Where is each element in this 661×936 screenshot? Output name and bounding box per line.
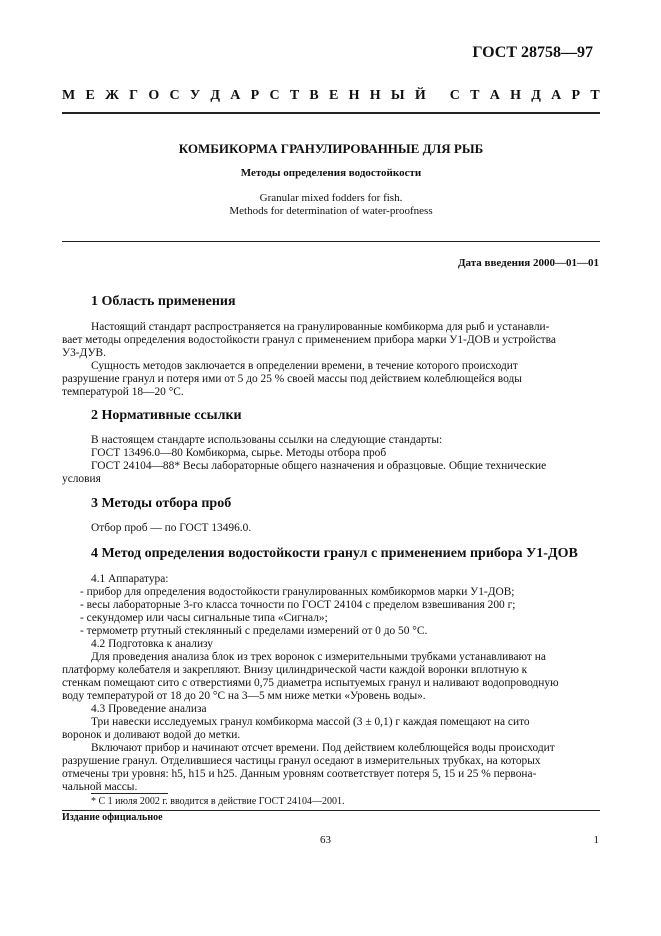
s4-line: стенкам помещают сито с отверстиями 0,75 диаметра испытуемых гранул и наливают водопроводную <box>62 677 559 689</box>
s1-line: У3-ДУВ. <box>62 347 106 359</box>
s4-line: - секундомер или часы сигнальные типа «Сигнал»; <box>80 612 328 624</box>
section-1-heading: 1 Область применения <box>91 294 236 309</box>
heading-letter: В <box>309 88 319 103</box>
heading-letter: Д <box>531 88 541 103</box>
s4-line: 4.3 Проведение анализа <box>91 703 207 715</box>
heading-letter: Г <box>129 88 139 103</box>
s4-line: - весы лабораторные 3-го класса точности по ГОСТ 24104 с пределом взвешивания 200 г; <box>80 599 516 611</box>
heading-letter: У <box>189 88 201 103</box>
s4-line: - прибор для определения водостойкости гранулированных комбикормов марки У1-ДОВ; <box>80 586 515 598</box>
sheet-number: 1 <box>593 834 599 846</box>
heading-letter: Р <box>250 88 260 103</box>
title-rule <box>62 241 600 242</box>
edition-note: Издание официальное <box>62 812 163 823</box>
s4-line: Включают прибор и начинают отсчет времени. Под действием колеблющейся воды происходит <box>91 742 555 754</box>
heading-letter <box>436 88 440 104</box>
gost-number: ГОСТ 28758—97 <box>472 44 593 61</box>
heading-letter: Е <box>85 88 95 103</box>
heading-letter: Е <box>329 88 339 103</box>
heading-letter: Ж <box>105 88 119 103</box>
heading-letter: Ы <box>390 88 405 103</box>
s1-line: Настоящий стандарт распространяется на гранулированные комбикорма для рыб и устанавли- <box>91 321 550 333</box>
heading-letter: Й <box>414 88 426 103</box>
heading-letter: А <box>489 88 500 103</box>
section-2-heading: 2 Нормативные ссылки <box>91 408 242 423</box>
heading-letter: Н <box>369 88 381 103</box>
s4-line: воронок и доливают водой до метки. <box>62 729 241 741</box>
s4-line: воду температурой от 18 до 20 °С на 3—5 мм ниже метки «Уровень воды». <box>62 690 426 702</box>
s4-line: отмечены три уровня: h5, h15 и h25. Данным уровням соответствует потеря 5, 15 и 25 % первона- <box>62 768 537 780</box>
introduction-date: Дата введения 2000—01—01 <box>457 257 599 269</box>
s4-line: чальной массы. <box>62 781 138 793</box>
section-3-heading: 3 Методы отбора проб <box>91 496 232 511</box>
heading-letter: Т <box>289 88 300 103</box>
header-rule <box>62 112 600 114</box>
heading-letter: С <box>269 88 280 103</box>
heading-letter: А <box>551 88 562 103</box>
heading-letter: Н <box>510 88 522 103</box>
s1-line: вает методы определения водостойкости гранул с применением прибора марки У1-ДОВ и устройства <box>62 334 556 346</box>
english-title-line1: Granular mixed fodders for fish. <box>259 192 403 204</box>
heading-letter: А <box>230 88 241 103</box>
heading-letter: Т <box>470 88 480 103</box>
footnote: * С 1 июля 2002 г. вводится в действие ГОСТ 24104—2001. <box>91 796 345 807</box>
s4-line: разрушение гранул. Отделившиеся частицы гранул оседают в измерительных трубках, на которых <box>62 755 541 767</box>
heading-letter: С <box>169 88 180 103</box>
s1-line: Сущность методов заключается в определении времени, в течение которого происходит <box>91 360 518 372</box>
heading-letter: С <box>449 88 460 103</box>
s4-line: Для проведения анализа блок из трех воронок с измерительными трубками устанавливают на <box>91 651 546 663</box>
s1-line: разрушение гранул и потеря ими от 5 до 25 % своей массы под действием колеблющейся воды <box>62 373 522 385</box>
s3-line: Отбор проб — по ГОСТ 13496.0. <box>91 522 252 534</box>
heading-letter: Д <box>210 88 221 103</box>
heading-letter: Н <box>348 88 360 103</box>
s4-line: 4.1 Аппаратура: <box>91 573 169 585</box>
s4-line: 4.2 Подготовка к анализу <box>91 638 213 650</box>
document-subtitle: Методы определения водостойкости <box>240 167 422 179</box>
english-title <box>62 192 600 218</box>
page-number: 63 <box>320 834 331 846</box>
s2-line: В настоящем стандарте использованы ссылки на следующие стандарты: <box>91 434 443 446</box>
footnote-bottom-rule <box>62 810 600 811</box>
s2-line: ГОСТ 24104—88* Весы лабораторные общего назначения и образцовые. Общие технические <box>91 460 547 472</box>
heading-letter: Р <box>571 88 581 103</box>
standard-type-heading <box>62 88 600 104</box>
s4-line: - термометр ртутный стеклянный с пределами измерений от 0 до 50 °С. <box>80 625 428 637</box>
heading-letter: М <box>62 88 76 103</box>
s2-line: ГОСТ 13496.0—80 Комбикорма, сырье. Методы отбора проб <box>91 447 387 459</box>
heading-letter: Т <box>590 88 600 103</box>
s4-line: Три навески исследуемых гранул комбикорма массой (3 ± 0,1) г каждая помещают на сито <box>91 716 530 728</box>
english-title-line2: Methods for determination of water-proofness <box>229 205 433 217</box>
footnote-rule <box>91 793 168 794</box>
s1-line: температурой 18—20 °С. <box>62 386 184 398</box>
section-4-heading: 4 Метод определения водостойкости гранул с применением прибора У1-ДОВ <box>91 546 578 561</box>
s4-line: платформу колебателя и закрепляют. Внизу цилиндрической части каждой воронки вплотную к <box>62 664 528 676</box>
document-title: КОМБИКОРМА ГРАНУЛИРОВАННЫЕ ДЛЯ РЫБ <box>178 141 484 156</box>
heading-letter: О <box>148 88 160 103</box>
s2-line: условия <box>62 473 101 485</box>
